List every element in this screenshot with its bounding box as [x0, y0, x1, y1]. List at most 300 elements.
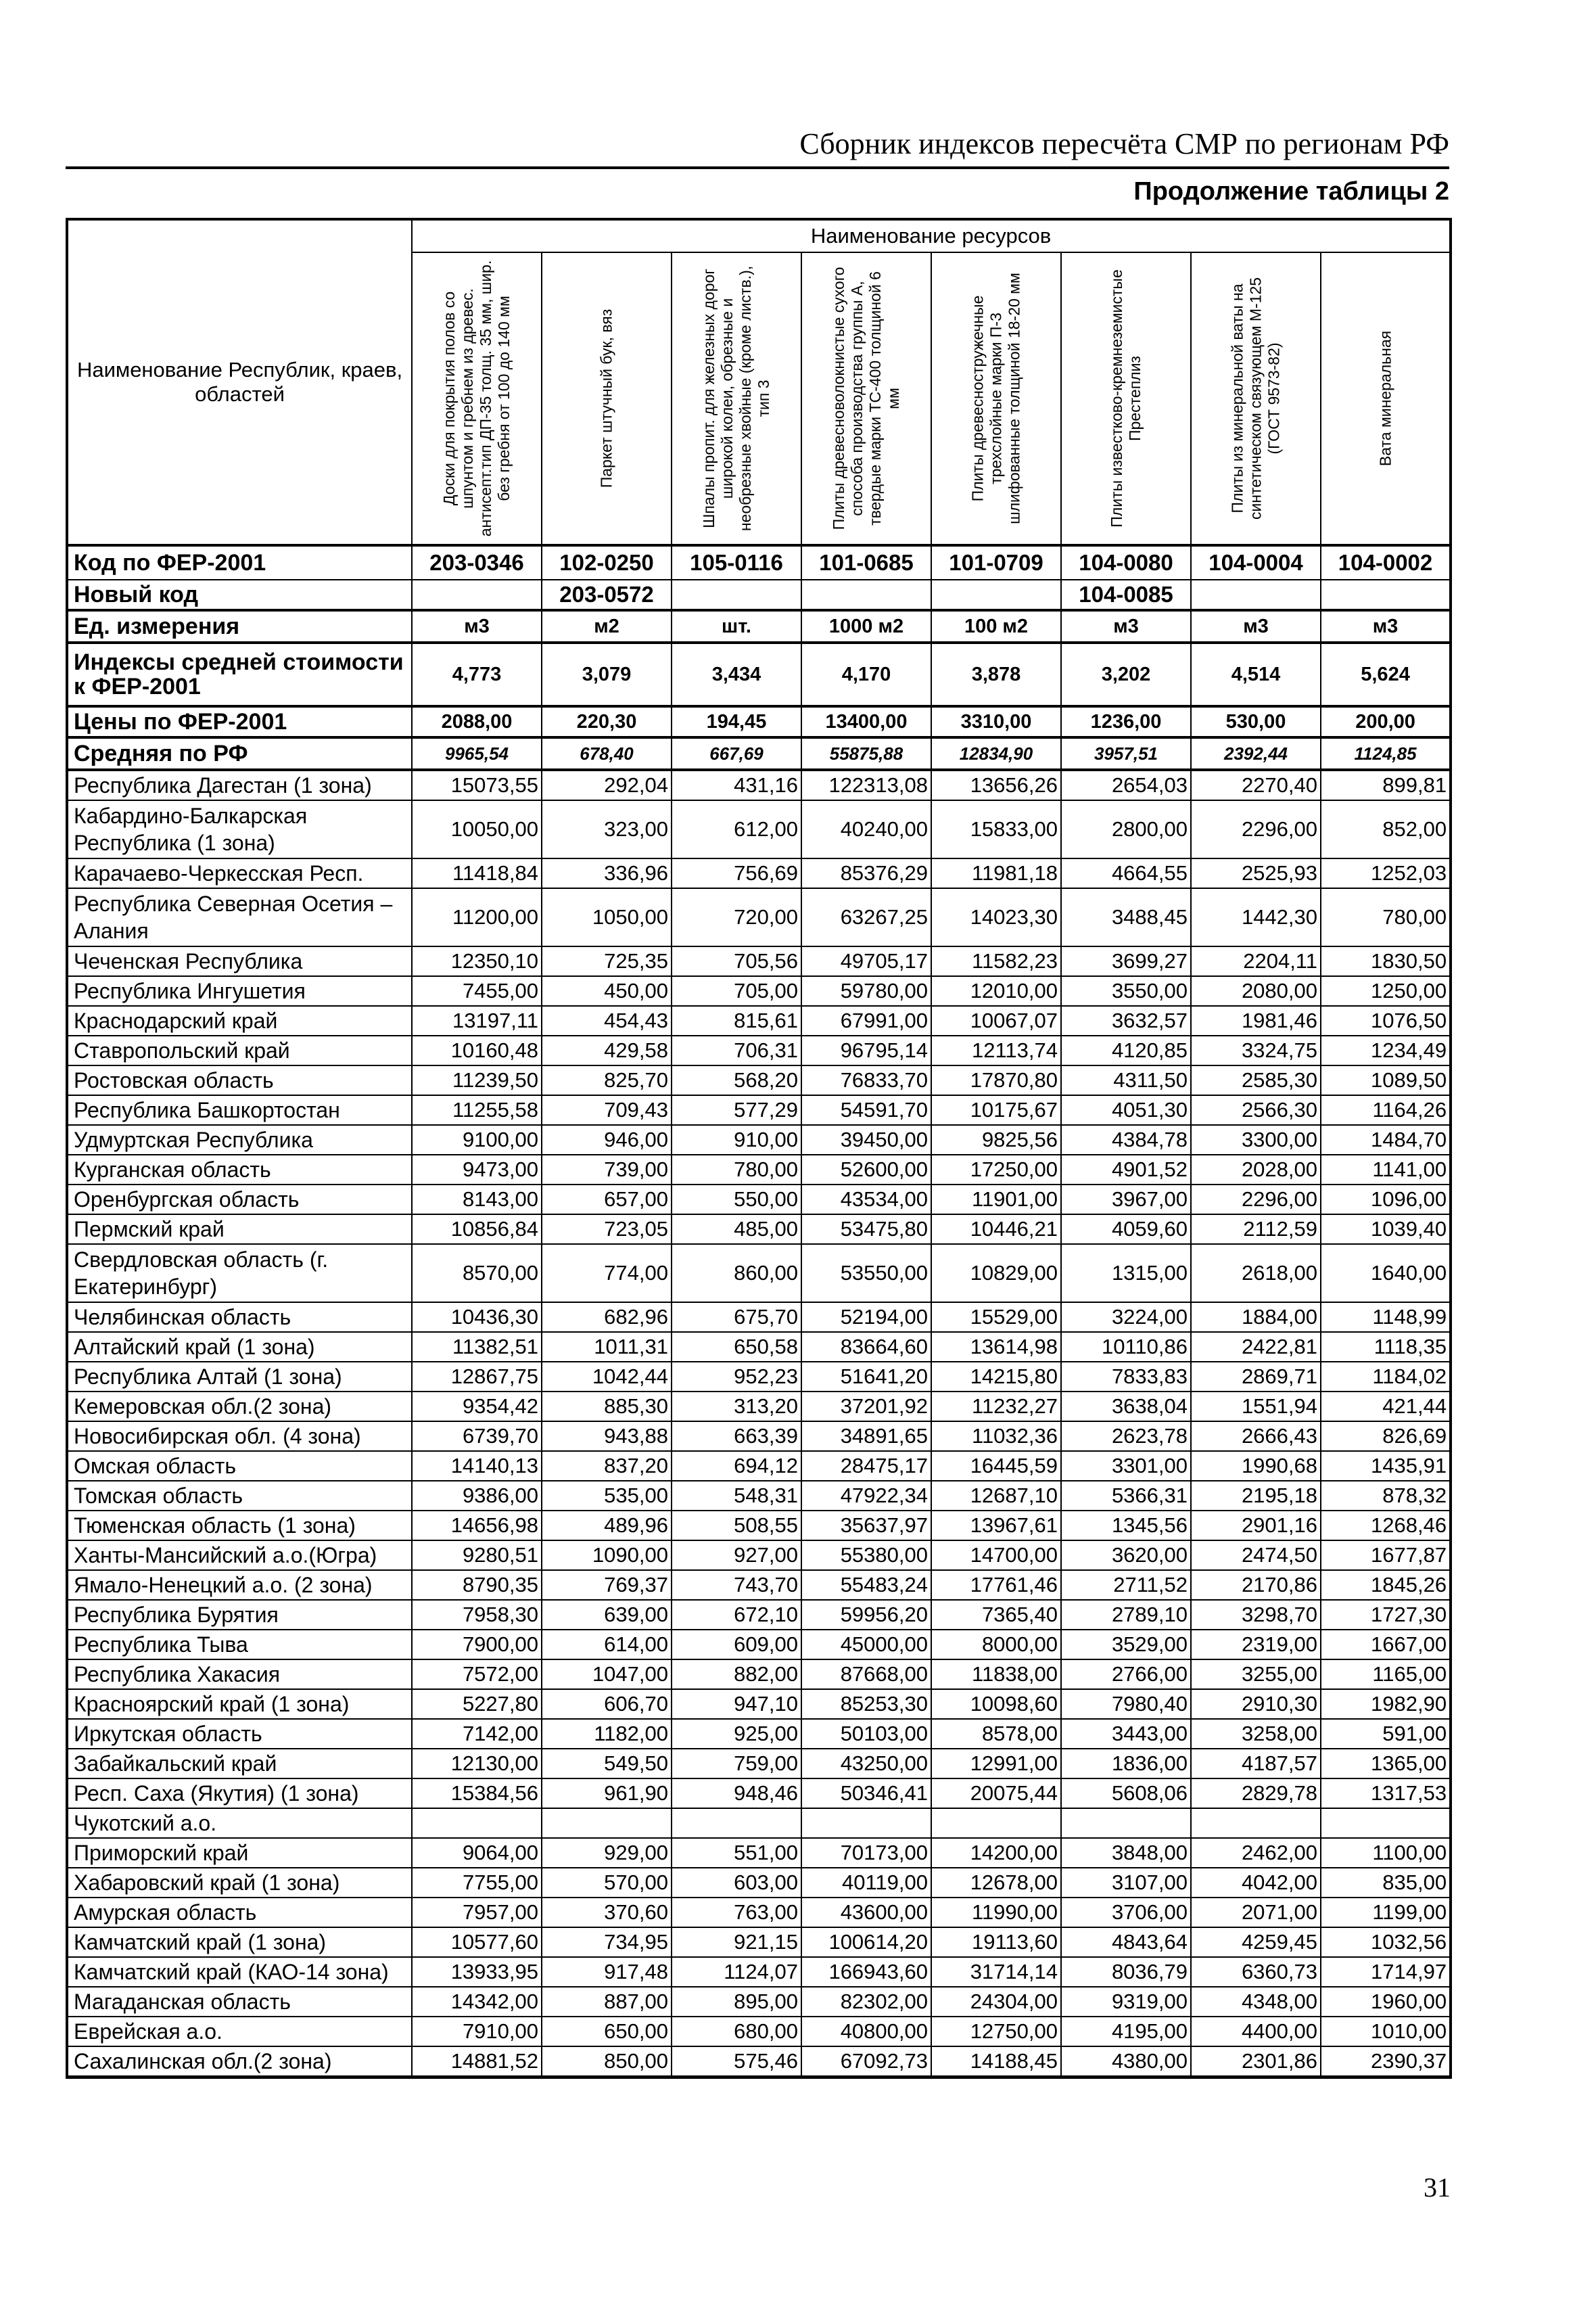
price-cell: 15384,56: [412, 1778, 542, 1808]
price-cell: 3620,00: [1061, 1540, 1191, 1570]
summary-cell: 3310,00: [931, 706, 1061, 737]
region-row: [67, 1214, 1451, 1244]
summary-cell: 2392,44: [1191, 737, 1321, 770]
summary-cell: 678,40: [542, 737, 672, 770]
price-cell: 55483,24: [801, 1570, 931, 1600]
price-cell: 2170,86: [1191, 1570, 1321, 1600]
price-cell: 52600,00: [801, 1155, 931, 1185]
price-cell: 421,44: [1321, 1392, 1451, 1421]
summary-row: [67, 737, 1451, 770]
price-cell: 8578,00: [931, 1719, 1061, 1749]
region-name: Оренбургская область: [67, 1185, 412, 1214]
price-cell: 7900,00: [412, 1630, 542, 1659]
price-cell: 12350,10: [412, 946, 542, 976]
price-cell: 860,00: [672, 1244, 801, 1302]
summary-cell: 220,30: [542, 706, 672, 737]
price-cell: 2829,78: [1191, 1778, 1321, 1808]
price-cell: 575,46: [672, 2046, 801, 2077]
price-cell: 3699,27: [1061, 946, 1191, 976]
summary-cell: м2: [542, 610, 672, 643]
price-cell: 3324,75: [1191, 1036, 1321, 1065]
price-cell: 12678,00: [931, 1868, 1061, 1898]
price-cell: 4901,52: [1061, 1155, 1191, 1185]
price-cell: 1836,00: [1061, 1749, 1191, 1778]
price-cell: 948,46: [672, 1778, 801, 1808]
price-cell: 24304,00: [931, 1987, 1061, 2017]
region-name: Карачаево-Черкесская Респ.: [67, 858, 412, 888]
region-name: Чукотский а.о.: [67, 1808, 412, 1838]
price-cell: 3255,00: [1191, 1659, 1321, 1689]
price-cell: 3550,00: [1061, 976, 1191, 1006]
price-cell: 4187,57: [1191, 1749, 1321, 1778]
price-cell: 7910,00: [412, 2017, 542, 2046]
summary-cell: м3: [1191, 610, 1321, 643]
price-cell: 50346,41: [801, 1778, 931, 1808]
price-cell: 13933,95: [412, 1957, 542, 1987]
summary-cell: 1000 м2: [801, 610, 931, 643]
summary-cell: 100 м2: [931, 610, 1061, 643]
region-row: [67, 976, 1451, 1006]
price-cell: 1118,35: [1321, 1332, 1451, 1362]
price-cell: 706,31: [672, 1036, 801, 1065]
region-name: Сахалинская обл.(2 зона): [67, 2046, 412, 2077]
price-cell: 10446,21: [931, 1214, 1061, 1244]
region-row: [67, 1244, 1451, 1302]
price-cell: 431,16: [672, 770, 801, 800]
price-cell: 663,39: [672, 1421, 801, 1451]
price-cell: 11200,00: [412, 888, 542, 946]
summary-row: [67, 580, 1451, 610]
price-cell: 2270,40: [1191, 770, 1321, 800]
price-cell: 882,00: [672, 1659, 801, 1689]
price-cell: 17761,46: [931, 1570, 1061, 1600]
price-cell: 9064,00: [412, 1838, 542, 1868]
price-cell: 550,00: [672, 1185, 801, 1214]
region-name: Еврейская а.о.: [67, 2017, 412, 2046]
price-cell: 12687,10: [931, 1481, 1061, 1511]
summary-cell: шт.: [672, 610, 801, 643]
price-cell: 43600,00: [801, 1898, 931, 1927]
price-cell: 12010,00: [931, 976, 1061, 1006]
region-row: [67, 2017, 1451, 2046]
summary-row-label: Индексы средней стоимости к ФЕР-2001: [67, 643, 412, 706]
price-cell: 1268,46: [1321, 1511, 1451, 1540]
region-row: [67, 1185, 1451, 1214]
price-cell: 2711,52: [1061, 1570, 1191, 1600]
column-header: Доски для покрытия полов со шпунтом и гребнем из древес. антисепт.тип ДП-35 толщ. 35 мм, шир. без гребня от 100 до 140 мм: [412, 252, 542, 545]
price-cell: 4259,45: [1191, 1927, 1321, 1957]
summary-cell: 13400,00: [801, 706, 931, 737]
price-cell: 20075,44: [931, 1778, 1061, 1808]
price-cell: 878,32: [1321, 1481, 1451, 1511]
price-cell: 1250,00: [1321, 976, 1451, 1006]
region-row: [67, 1481, 1451, 1511]
region-row: [67, 1095, 1451, 1125]
region-row: [67, 1570, 1451, 1600]
region-name: Красноярский край (1 зона): [67, 1689, 412, 1719]
price-cell: 14023,30: [931, 888, 1061, 946]
region-row: [67, 1838, 1451, 1868]
price-cell: 7833,83: [1061, 1362, 1191, 1392]
region-name: Приморский край: [67, 1838, 412, 1868]
price-cell: 657,00: [542, 1185, 672, 1214]
price-cell: 1124,07: [672, 1957, 801, 1987]
region-name: Кабардино-Балкарская Республика (1 зона): [67, 800, 412, 858]
price-cell: 10436,30: [412, 1302, 542, 1332]
price-cell: 3488,45: [1061, 888, 1191, 946]
price-cell: 1845,26: [1321, 1570, 1451, 1600]
price-cell: 4042,00: [1191, 1868, 1321, 1898]
price-cell: 14656,98: [412, 1511, 542, 1540]
price-cell: 549,50: [542, 1749, 672, 1778]
price-cell: 31714,14: [931, 1957, 1061, 1987]
price-cell: 11255,58: [412, 1095, 542, 1125]
region-row: [67, 1778, 1451, 1808]
region-name: Кемеровская обл.(2 зона): [67, 1392, 412, 1421]
price-cell: 2112,59: [1191, 1214, 1321, 1244]
price-cell: 3258,00: [1191, 1719, 1321, 1749]
region-row: [67, 1302, 1451, 1332]
price-cell: 3300,00: [1191, 1125, 1321, 1155]
region-name: Алтайский край (1 зона): [67, 1332, 412, 1362]
price-cell: 67092,73: [801, 2046, 931, 2077]
price-cell: 3638,04: [1061, 1392, 1191, 1421]
price-cell: 650,58: [672, 1332, 801, 1362]
price-cell: 899,81: [1321, 770, 1451, 800]
price-cell: 10110,86: [1061, 1332, 1191, 1362]
region-name: Республика Тыва: [67, 1630, 412, 1659]
price-cell: 780,00: [672, 1155, 801, 1185]
price-cell: 4384,78: [1061, 1125, 1191, 1155]
price-cell: 37201,92: [801, 1392, 931, 1421]
price-cell: 39450,00: [801, 1125, 931, 1155]
price-cell: [412, 1808, 542, 1838]
region-name: Чеченская Республика: [67, 946, 412, 976]
column-header: Плиты из минеральной ваты на синтетическом связующем М-125 (ГОСТ 9573-82): [1191, 252, 1321, 545]
price-cell: 2080,00: [1191, 976, 1321, 1006]
summary-row: [67, 610, 1451, 643]
price-cell: 10829,00: [931, 1244, 1061, 1302]
price-cell: 694,12: [672, 1451, 801, 1481]
summary-cell: м3: [412, 610, 542, 643]
price-cell: 35637,97: [801, 1511, 931, 1540]
price-cell: 835,00: [1321, 1868, 1451, 1898]
price-cell: 551,00: [672, 1838, 801, 1868]
price-cell: 10067,07: [931, 1006, 1061, 1036]
price-cell: 1039,40: [1321, 1214, 1451, 1244]
region-name: Удмуртская Республика: [67, 1125, 412, 1155]
price-cell: 570,00: [542, 1868, 672, 1898]
price-cell: 2204,11: [1191, 946, 1321, 976]
price-cell: 3967,00: [1061, 1185, 1191, 1214]
price-cell: 2666,43: [1191, 1421, 1321, 1451]
price-cell: 606,70: [542, 1689, 672, 1719]
price-cell: 12867,75: [412, 1362, 542, 1392]
price-cell: 763,00: [672, 1898, 801, 1927]
price-cell: 1884,00: [1191, 1302, 1321, 1332]
price-cell: 11901,00: [931, 1185, 1061, 1214]
price-cell: 2071,00: [1191, 1898, 1321, 1927]
price-cell: 4311,50: [1061, 1065, 1191, 1095]
price-cell: 11032,36: [931, 1421, 1061, 1451]
region-name: Краснодарский край: [67, 1006, 412, 1036]
price-cell: 759,00: [672, 1749, 801, 1778]
price-cell: 2462,00: [1191, 1838, 1321, 1868]
price-cell: 612,00: [672, 800, 801, 858]
region-row: [67, 1065, 1451, 1095]
price-cell: 3224,00: [1061, 1302, 1191, 1332]
price-cell: 13614,98: [931, 1332, 1061, 1362]
price-cell: 8143,00: [412, 1185, 542, 1214]
summary-cell: [672, 580, 801, 610]
summary-cell: 104-0002: [1321, 545, 1451, 580]
price-cell: 14700,00: [931, 1540, 1061, 1570]
price-cell: 682,96: [542, 1302, 672, 1332]
price-cell: 9825,56: [931, 1125, 1061, 1155]
price-cell: 10175,67: [931, 1095, 1061, 1125]
region-row: [67, 888, 1451, 946]
summary-cell: 3,079: [542, 643, 672, 706]
region-name: Хабаровский край (1 зона): [67, 1868, 412, 1898]
price-cell: 1982,90: [1321, 1689, 1451, 1719]
price-cell: 10098,60: [931, 1689, 1061, 1719]
price-cell: 743,70: [672, 1570, 801, 1600]
price-cell: 614,00: [542, 1630, 672, 1659]
price-cell: 825,70: [542, 1065, 672, 1095]
price-cell: 1551,94: [1191, 1392, 1321, 1421]
price-cell: 9473,00: [412, 1155, 542, 1185]
price-cell: 1042,44: [542, 1362, 672, 1392]
price-cell: 3848,00: [1061, 1838, 1191, 1868]
summary-cell: [1191, 580, 1321, 610]
region-name: Республика Бурятия: [67, 1600, 412, 1630]
price-cell: 15529,00: [931, 1302, 1061, 1332]
price-cell: 11239,50: [412, 1065, 542, 1095]
price-cell: 1252,03: [1321, 858, 1451, 888]
price-cell: 8790,35: [412, 1570, 542, 1600]
region-name: Ставропольский край: [67, 1036, 412, 1065]
summary-cell: [412, 580, 542, 610]
region-row: [67, 800, 1451, 858]
price-cell: [542, 1808, 672, 1838]
price-cell: 709,43: [542, 1095, 672, 1125]
summary-cell: [931, 580, 1061, 610]
price-cell: 7365,40: [931, 1600, 1061, 1630]
price-cell: 9280,51: [412, 1540, 542, 1570]
region-row: [67, 1125, 1451, 1155]
price-cell: 429,58: [542, 1036, 672, 1065]
price-cell: 609,00: [672, 1630, 801, 1659]
price-cell: 720,00: [672, 888, 801, 946]
price-cell: 2566,30: [1191, 1095, 1321, 1125]
region-row: [67, 1868, 1451, 1898]
price-cell: 2789,10: [1061, 1600, 1191, 1630]
price-cell: 5608,06: [1061, 1778, 1191, 1808]
price-cell: 725,35: [542, 946, 672, 976]
price-cell: 508,55: [672, 1511, 801, 1540]
price-cell: 51641,20: [801, 1362, 931, 1392]
summary-cell: 5,624: [1321, 643, 1451, 706]
price-cell: 952,23: [672, 1362, 801, 1392]
region-row: [67, 1332, 1451, 1362]
price-cell: 4120,85: [1061, 1036, 1191, 1065]
price-cell: 887,00: [542, 1987, 672, 2017]
summary-row-label: Ед. измерения: [67, 610, 412, 643]
summary-row-label: Новый код: [67, 580, 412, 610]
price-cell: 1727,30: [1321, 1600, 1451, 1630]
price-cell: 2800,00: [1061, 800, 1191, 858]
price-cell: 929,00: [542, 1838, 672, 1868]
price-cell: 53475,80: [801, 1214, 931, 1244]
price-cell: 12113,74: [931, 1036, 1061, 1065]
price-cell: 14342,00: [412, 1987, 542, 2017]
price-cell: 11418,84: [412, 858, 542, 888]
price-cell: 11382,51: [412, 1332, 542, 1362]
price-cell: 705,00: [672, 976, 801, 1006]
price-cell: 100614,20: [801, 1927, 931, 1957]
price-cell: 85376,29: [801, 858, 931, 888]
price-cell: 85253,30: [801, 1689, 931, 1719]
price-cell: 10577,60: [412, 1927, 542, 1957]
summary-cell: 1124,85: [1321, 737, 1451, 770]
price-cell: 947,10: [672, 1689, 801, 1719]
price-cell: 739,00: [542, 1155, 672, 1185]
summary-row: [67, 643, 1451, 706]
price-cell: 19113,60: [931, 1927, 1061, 1957]
price-cell: 1484,70: [1321, 1125, 1451, 1155]
price-cell: 336,96: [542, 858, 672, 888]
price-cell: 76833,70: [801, 1065, 931, 1095]
price-cell: 961,90: [542, 1778, 672, 1808]
price-cell: 43534,00: [801, 1185, 931, 1214]
price-cell: 1050,00: [542, 888, 672, 946]
summary-cell: 4,514: [1191, 643, 1321, 706]
price-cell: [672, 1808, 801, 1838]
price-cell: 2623,78: [1061, 1421, 1191, 1451]
price-cell: 313,20: [672, 1392, 801, 1421]
summary-cell: 3,434: [672, 643, 801, 706]
price-cell: 43250,00: [801, 1749, 931, 1778]
price-cell: 11232,27: [931, 1392, 1061, 1421]
price-cell: 12130,00: [412, 1749, 542, 1778]
price-cell: 9386,00: [412, 1481, 542, 1511]
price-cell: 4059,60: [1061, 1214, 1191, 1244]
price-cell: 11582,23: [931, 946, 1061, 976]
region-row: [67, 1630, 1451, 1659]
region-row: [67, 1987, 1451, 2017]
price-cell: 2585,30: [1191, 1065, 1321, 1095]
region-row: [67, 1362, 1451, 1392]
price-cell: 705,56: [672, 946, 801, 976]
price-cell: 17250,00: [931, 1155, 1061, 1185]
price-cell: [801, 1808, 931, 1838]
price-cell: 59956,20: [801, 1600, 931, 1630]
price-cell: 47922,34: [801, 1481, 931, 1511]
price-cell: 7755,00: [412, 1868, 542, 1898]
summary-cell: 104-0080: [1061, 545, 1191, 580]
price-cell: 1960,00: [1321, 1987, 1451, 2017]
price-cell: 5227,80: [412, 1689, 542, 1719]
price-cell: 591,00: [1321, 1719, 1451, 1749]
price-cell: 55380,00: [801, 1540, 931, 1570]
price-cell: 9319,00: [1061, 1987, 1191, 2017]
price-cell: 1365,00: [1321, 1749, 1451, 1778]
price-cell: 12750,00: [931, 2017, 1061, 2046]
price-cell: 13197,11: [412, 1006, 542, 1036]
price-cell: 9100,00: [412, 1125, 542, 1155]
price-cell: 1096,00: [1321, 1185, 1451, 1214]
price-cell: 672,10: [672, 1600, 801, 1630]
region-name: Республика Алтай (1 зона): [67, 1362, 412, 1392]
price-cell: 16445,59: [931, 1451, 1061, 1481]
price-cell: 7455,00: [412, 976, 542, 1006]
price-cell: 1164,26: [1321, 1095, 1451, 1125]
price-cell: 7958,30: [412, 1600, 542, 1630]
summary-cell: 2088,00: [412, 706, 542, 737]
price-cell: 723,05: [542, 1214, 672, 1244]
price-cell: 3706,00: [1061, 1898, 1191, 1927]
price-cell: 122313,08: [801, 770, 931, 800]
region-row: [67, 1808, 1451, 1838]
price-cell: 14200,00: [931, 1838, 1061, 1868]
price-cell: 2296,00: [1191, 1185, 1321, 1214]
price-cell: 3107,00: [1061, 1868, 1191, 1898]
price-cell: 675,70: [672, 1302, 801, 1332]
region-row: [67, 946, 1451, 976]
region-row: [67, 1451, 1451, 1481]
price-cell: 63267,25: [801, 888, 931, 946]
price-cell: 603,00: [672, 1868, 801, 1898]
price-cell: 4195,00: [1061, 2017, 1191, 2046]
price-cell: 2901,16: [1191, 1511, 1321, 1540]
summary-cell: 101-0685: [801, 545, 931, 580]
region-row: [67, 2046, 1451, 2077]
price-cell: [1191, 1808, 1321, 1838]
price-cell: 756,69: [672, 858, 801, 888]
price-cell: 28475,17: [801, 1451, 931, 1481]
table-continuation-label: Продолжение таблицы 2: [1133, 177, 1449, 206]
price-cell: 14881,52: [412, 2046, 542, 2077]
region-name: Иркутская область: [67, 1719, 412, 1749]
price-cell: 49705,17: [801, 946, 931, 976]
summary-cell: 105-0116: [672, 545, 801, 580]
price-cell: 40119,00: [801, 1868, 931, 1898]
price-cell: 4400,00: [1191, 2017, 1321, 2046]
price-cell: 323,00: [542, 800, 672, 858]
price-cell: 1076,50: [1321, 1006, 1451, 1036]
price-cell: 917,48: [542, 1957, 672, 1987]
price-cell: 67991,00: [801, 1006, 931, 1036]
price-cell: 96795,14: [801, 1036, 931, 1065]
price-cell: 1199,00: [1321, 1898, 1451, 1927]
price-cell: 925,00: [672, 1719, 801, 1749]
price-cell: 2390,37: [1321, 2046, 1451, 2077]
summary-row: [67, 706, 1451, 737]
price-cell: 2296,00: [1191, 800, 1321, 858]
price-cell: 83664,60: [801, 1332, 931, 1362]
price-cell: 774,00: [542, 1244, 672, 1302]
price-cell: 3443,00: [1061, 1719, 1191, 1749]
summary-cell: 3,202: [1061, 643, 1191, 706]
price-cell: 639,00: [542, 1600, 672, 1630]
price-cell: 1141,00: [1321, 1155, 1451, 1185]
price-cell: 1317,53: [1321, 1778, 1451, 1808]
price-cell: 7980,40: [1061, 1689, 1191, 1719]
price-cell: 2028,00: [1191, 1155, 1321, 1185]
price-cell: 370,60: [542, 1898, 672, 1927]
price-cell: 1184,02: [1321, 1362, 1451, 1392]
price-cell: 2910,30: [1191, 1689, 1321, 1719]
